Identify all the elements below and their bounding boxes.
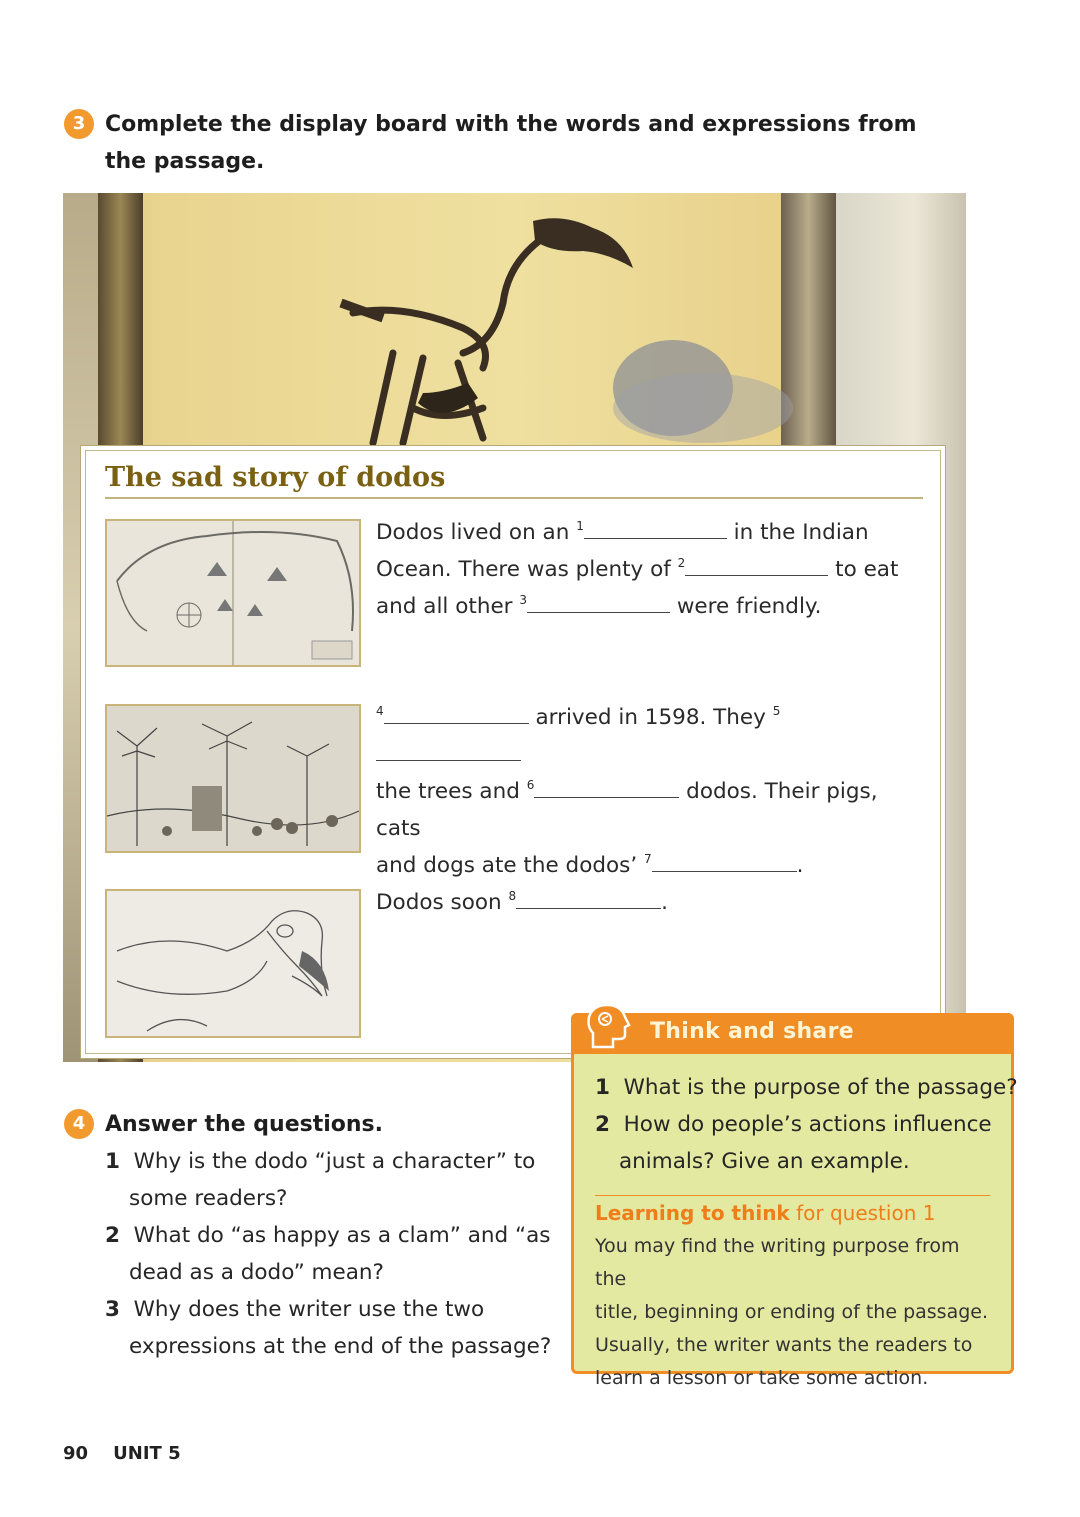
exercise-3-instruction-line2: the passage. (105, 149, 265, 174)
page-number: 90 (63, 1443, 89, 1464)
section3-text-b: . (661, 890, 669, 915)
unit-label: UNIT 5 (113, 1443, 181, 1464)
q2-number: 2 (105, 1223, 120, 1248)
q1-line1: Why is the dodo “just a character” to (133, 1149, 536, 1174)
blank-4-number: 4 (376, 704, 384, 718)
question-1 (105, 1143, 535, 1180)
forest-engraving (105, 704, 361, 853)
learning-to-think-heading (595, 1201, 935, 1225)
old-map-illustration (105, 519, 361, 667)
section2-text-d: and dogs ate the dodos’ (376, 853, 645, 878)
think-q1-number: 1 (595, 1075, 610, 1100)
question-1-cont: some readers? (129, 1186, 288, 1211)
blank-4[interactable] (384, 701, 529, 724)
question-2 (105, 1217, 551, 1254)
section2-text-e: . (796, 853, 804, 878)
blank-5-number: 5 (772, 704, 781, 718)
board-title: The sad story of dodos (105, 462, 446, 493)
learning-line-3: Usually, the writer wants the readers to (595, 1334, 973, 1356)
think-question-1 (595, 1069, 1018, 1106)
blank-1-number: 1 (576, 519, 584, 533)
question-3 (105, 1291, 484, 1328)
section3-text-a: Dodos soon (376, 890, 509, 915)
blank-1[interactable] (584, 516, 727, 539)
blank-2[interactable] (685, 553, 828, 576)
exercise-3-number: 3 (64, 109, 94, 139)
learning-line-1: You may find the writing purpose from the (595, 1235, 960, 1290)
q1-number: 1 (105, 1149, 120, 1174)
q3-number: 3 (105, 1297, 120, 1322)
learning-divider (595, 1195, 990, 1196)
blank-8-number: 8 (508, 889, 517, 903)
blank-6[interactable] (534, 775, 679, 798)
section1-text-c: Ocean. There was plenty of (376, 557, 678, 582)
learning-rest: for question 1 (789, 1201, 936, 1225)
blank-7-number: 7 (644, 852, 652, 866)
question-3-cont: expressions at the end of the passage? (129, 1334, 552, 1359)
section1-text-a: Dodos lived on an (376, 520, 577, 545)
blank-3[interactable] (527, 590, 670, 613)
dodo-sketch (105, 889, 361, 1038)
section1-text-f: were friendly. (670, 594, 822, 619)
head-share-icon (585, 1003, 635, 1055)
section2-text-a: arrived in 1598. They (528, 705, 773, 730)
blank-5[interactable] (376, 738, 521, 761)
section1-text-b: in the Indian (726, 520, 869, 545)
think-q2-number: 2 (595, 1112, 610, 1137)
section2-text-b: the trees and (376, 779, 527, 804)
think-question-2-cont (619, 1143, 910, 1180)
learning-line-4: learn a lesson or take some action. (595, 1367, 929, 1389)
blank-8[interactable] (516, 886, 661, 909)
learning-bold: Learning to think (595, 1201, 790, 1225)
think-q2-line2: animals? Give an example. (619, 1149, 910, 1174)
blank-6-number: 6 (526, 778, 535, 792)
section1-text-e: and all other (376, 594, 520, 619)
blank-7[interactable] (652, 849, 797, 872)
learning-to-think-text (595, 1230, 995, 1395)
think-and-share-title: Think and share (650, 1019, 854, 1044)
exercise-3-instruction-line1: Complete the display board with the words and expressions from (105, 112, 917, 137)
section2-text-c: dodos. Their pigs, cats (376, 779, 878, 841)
board-title-rule (105, 497, 923, 499)
question-2-cont: dead as a dodo” mean? (129, 1260, 384, 1285)
blank-2-number: 2 (677, 556, 686, 570)
think-q2-line1: How do people’s actions influence (623, 1112, 992, 1137)
exercise-4-instruction: Answer the questions. (105, 1112, 384, 1137)
board-section-2 (376, 699, 921, 884)
page-footer (63, 1443, 181, 1464)
learning-line-2: title, beginning or ending of the passage. (595, 1301, 989, 1323)
board-section-1 (376, 514, 921, 625)
q2-line1: What do “as happy as a clam” and “as (133, 1223, 551, 1248)
exercise-3-instruction (105, 106, 917, 180)
exercise-4-number: 4 (64, 1109, 94, 1139)
board-section-3 (376, 884, 921, 921)
think-question-2 (595, 1106, 992, 1143)
section1-text-d: to eat (828, 557, 899, 582)
think-q1-text: What is the purpose of the passage? (623, 1075, 1018, 1100)
q3-line1: Why does the writer use the two (133, 1297, 485, 1322)
blank-3-number: 3 (519, 593, 527, 607)
